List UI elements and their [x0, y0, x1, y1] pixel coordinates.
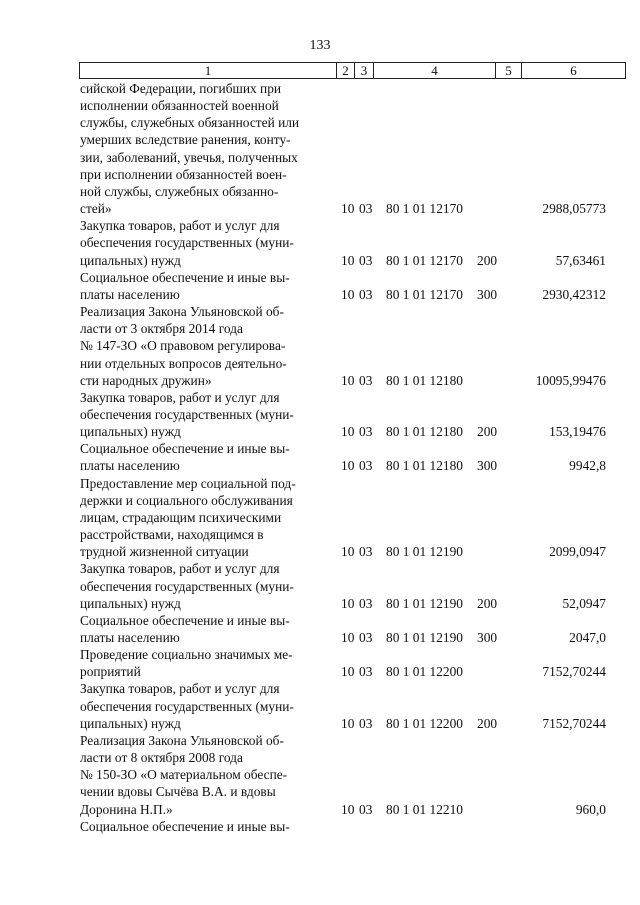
expense-type-code: 200 [477, 595, 498, 611]
header-col-3: 3 [355, 63, 374, 79]
target-article-code: 80 1 01 12200 [386, 715, 463, 731]
description-line: ципальных) нужд [80, 595, 181, 611]
page-number: 133 [309, 38, 331, 53]
description-line: Социальное обеспечение и иные вы- [80, 269, 290, 285]
description-line: Реализация Закона Ульяновской об- [80, 304, 284, 320]
subsection-code: 03 [359, 664, 373, 680]
amount-value: 10095,99476 [535, 372, 606, 388]
amount-value: 2099,0947 [549, 544, 606, 560]
table-row [0, 612, 640, 646]
table-row [0, 732, 640, 818]
header-col-2: 2 [337, 63, 355, 79]
description-line: Реализация Закона Ульяновской об- [80, 732, 284, 748]
expense-type-code: 300 [477, 458, 498, 474]
amount-value: 2988,05773 [542, 201, 606, 217]
description-line: роприятий [80, 664, 141, 680]
row-codes [0, 595, 640, 612]
description-line: платы населению [80, 458, 180, 474]
row-codes [0, 663, 640, 680]
header-col-6: 6 [522, 63, 626, 79]
description-line: Закупка товаров, работ и услуг для [80, 561, 280, 577]
table-row [0, 818, 640, 835]
subsection-code: 03 [359, 252, 373, 268]
description-line: Социальное обеспечение и иные вы- [80, 441, 290, 457]
description-line: обеспечения государственных (муни- [80, 698, 294, 714]
table-row [0, 80, 640, 217]
target-article-code: 80 1 01 12180 [386, 424, 463, 440]
subsection-code: 03 [359, 801, 373, 817]
description-line: ной службы, служебных обязанно- [80, 183, 279, 199]
expense-type-code: 200 [477, 715, 498, 731]
description-line: Закупка товаров, работ и услуг для [80, 681, 280, 697]
description-line: расстройствами, находящимся в [80, 527, 264, 543]
section-code: 10 [341, 424, 355, 440]
section-code: 10 [341, 458, 355, 474]
description-line: № 150-ЗО «О материальном обеспе- [80, 767, 288, 783]
description-line: платы населению [80, 630, 180, 645]
description-line: чении вдовы Сычёва В.А. и вдовы [80, 784, 276, 800]
table-row [0, 269, 640, 303]
expense-type-code: 200 [477, 252, 498, 268]
description-line: Закупка товаров, работ и услуг для [80, 218, 280, 234]
description-line: трудной жизненной ситуации [80, 544, 249, 560]
section-code: 10 [341, 630, 355, 646]
table-row [0, 303, 640, 389]
target-article-code: 80 1 01 12180 [386, 372, 463, 388]
table-row [0, 217, 640, 268]
target-article-code: 80 1 01 12170 [386, 201, 463, 217]
description-line: держки и социального обслуживания [80, 492, 293, 508]
description-line: сийской Федерации, погибших при [80, 81, 282, 96]
header-col-1: 1 [80, 63, 337, 79]
header-col-4: 4 [374, 63, 496, 79]
description-line: Социальное обеспечение и иные вы- [80, 818, 290, 834]
amount-value: 2047,0 [569, 630, 606, 646]
table-row [0, 389, 640, 440]
description-line: службы, служебных обязанностей или [80, 115, 300, 131]
subsection-code: 03 [359, 595, 373, 611]
description-line: при исполнении обязанностей воен- [80, 166, 287, 182]
section-code: 10 [341, 801, 355, 817]
section-code: 10 [341, 715, 355, 731]
description-line: ласти от 8 октября 2008 года [80, 750, 243, 766]
subsection-code: 03 [359, 424, 373, 440]
subsection-code: 03 [359, 630, 373, 646]
expense-type-code: 300 [477, 630, 498, 646]
row-codes [0, 423, 640, 440]
table-row [0, 646, 640, 680]
description-line: ципальных) нужд [80, 715, 181, 731]
subsection-code: 03 [359, 458, 373, 474]
amount-value: 57,63461 [555, 252, 606, 268]
description-line: обеспечения государственных (муни- [80, 406, 294, 422]
description-line: зии, заболеваний, увечья, полученных [80, 149, 298, 165]
table-row [0, 680, 640, 731]
table-body [0, 80, 640, 835]
target-article-code: 80 1 01 12170 [386, 286, 463, 302]
row-codes [0, 372, 640, 389]
section-code: 10 [341, 664, 355, 680]
table-row [0, 440, 640, 474]
row-codes [0, 200, 640, 217]
section-code: 10 [341, 201, 355, 217]
section-code: 10 [341, 595, 355, 611]
amount-value: 2930,42312 [542, 286, 606, 302]
description-line: Социальное обеспечение и иные вы- [80, 612, 290, 628]
target-article-code: 80 1 01 12170 [386, 252, 463, 268]
description-line: лицам, страдающим психическими [80, 509, 282, 525]
target-article-code: 80 1 01 12190 [386, 630, 463, 646]
section-code: 10 [341, 372, 355, 388]
description-line: исполнении обязанностей военной [80, 98, 279, 114]
row-codes [0, 801, 640, 818]
table-row [0, 475, 640, 561]
description-line: обеспечения государственных (муни- [80, 578, 294, 594]
section-code: 10 [341, 286, 355, 302]
amount-value: 9942,8 [569, 458, 606, 474]
description-line: № 147-ЗО «О правовом регулирова- [80, 338, 286, 354]
target-article-code: 80 1 01 12210 [386, 801, 463, 817]
subsection-code: 03 [359, 372, 373, 388]
header-col-5: 5 [496, 63, 522, 79]
target-article-code: 80 1 01 12200 [386, 664, 463, 680]
amount-value: 960,0 [575, 801, 606, 817]
amount-value: 7152,70244 [542, 715, 606, 731]
description-line: умерших вследствие ранения, конту- [80, 132, 291, 148]
row-description [80, 80, 333, 217]
row-codes [0, 286, 640, 303]
table-row [0, 560, 640, 611]
description-line: платы населению [80, 286, 180, 302]
expense-type-code: 300 [477, 286, 498, 302]
subsection-code: 03 [359, 715, 373, 731]
row-codes [0, 543, 640, 560]
row-codes [0, 629, 640, 646]
description-line: ципальных) нужд [80, 252, 181, 268]
description-line: стей» [80, 201, 112, 217]
section-code: 10 [341, 544, 355, 560]
description-line: Проведение социально значимых ме- [80, 647, 293, 663]
section-code: 10 [341, 252, 355, 268]
description-line: ласти от 3 октября 2014 года [80, 321, 243, 337]
row-codes [0, 252, 640, 269]
amount-value: 52,0947 [562, 595, 606, 611]
description-line: Доронина Н.П.» [80, 801, 173, 817]
description-line: ципальных) нужд [80, 424, 181, 440]
description-line: обеспечения государственных (муни- [80, 235, 294, 251]
description-line: сти народных дружин» [80, 372, 212, 388]
description-line: нии отдельных вопросов деятельно- [80, 355, 287, 371]
target-article-code: 80 1 01 12180 [386, 458, 463, 474]
expense-type-code: 200 [477, 424, 498, 440]
target-article-code: 80 1 01 12190 [386, 595, 463, 611]
row-codes [0, 715, 640, 732]
subsection-code: 03 [359, 544, 373, 560]
target-article-code: 80 1 01 12190 [386, 544, 463, 560]
description-line: Закупка товаров, работ и услуг для [80, 389, 280, 405]
row-codes [0, 457, 640, 474]
description-line: Предоставление мер социальной под- [80, 475, 296, 491]
subsection-code: 03 [359, 286, 373, 302]
subsection-code: 03 [359, 201, 373, 217]
row-codes [0, 818, 640, 835]
amount-value: 7152,70244 [542, 664, 606, 680]
amount-value: 153,19476 [549, 424, 606, 440]
table-header [79, 62, 626, 79]
